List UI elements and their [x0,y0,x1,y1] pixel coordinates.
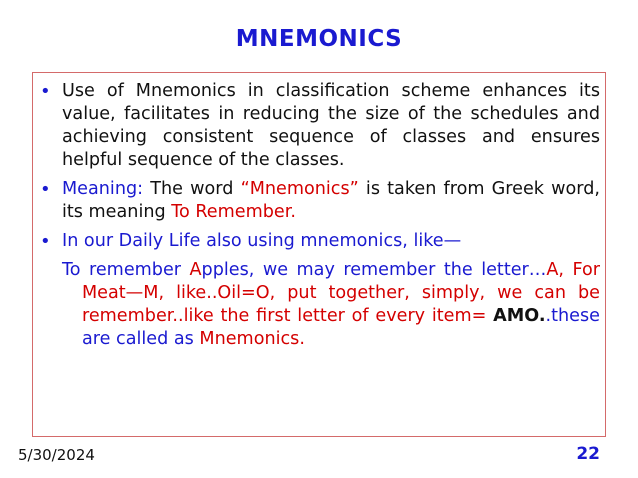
example-highlight: A, For Meat—M, like..Oil=O [82,260,600,303]
bullet-icon: • [40,81,51,102]
example-highlight: Mnemonics. [199,329,305,349]
example-text: .these are called as [82,306,600,349]
meaning-label: Meaning: [62,179,144,199]
example-letter: A [189,260,202,280]
bullet-text: Use of Mnemonics in classification scheme enhances its value, facilitates in reducing the size of the schedules and achieving consistent sequence of classes and ensures helpful sequence of the classes. [62,81,600,170]
example-text: To remember [62,260,190,280]
meaning-highlight: To Remember. [171,202,296,222]
bullet-item [38,230,600,253]
bullet-icon: • [40,179,51,200]
example-text: pples, we may remember the letter… [201,260,547,280]
bullet-item [38,80,600,172]
example-acronym: AMO. [493,306,546,326]
slide-content [38,80,600,351]
bullet-text: The word [143,179,241,199]
example-paragraph [38,259,600,351]
example-text: , put together, simply, we can be remember..like the first letter of every item= [82,283,600,326]
bullet-text: In our Daily Life also using mnemonics, like— [62,231,462,251]
bullet-item [38,178,600,224]
bullet-text: is taken from Greek word, its meaning [62,179,600,222]
quoted-term: “Mnemonics” [240,179,359,199]
bullet-icon: • [40,231,51,252]
page-title: MNEMONICS [235,26,403,52]
footer-date: 5/30/2024 [18,446,95,464]
page-number: 22 [576,444,600,464]
